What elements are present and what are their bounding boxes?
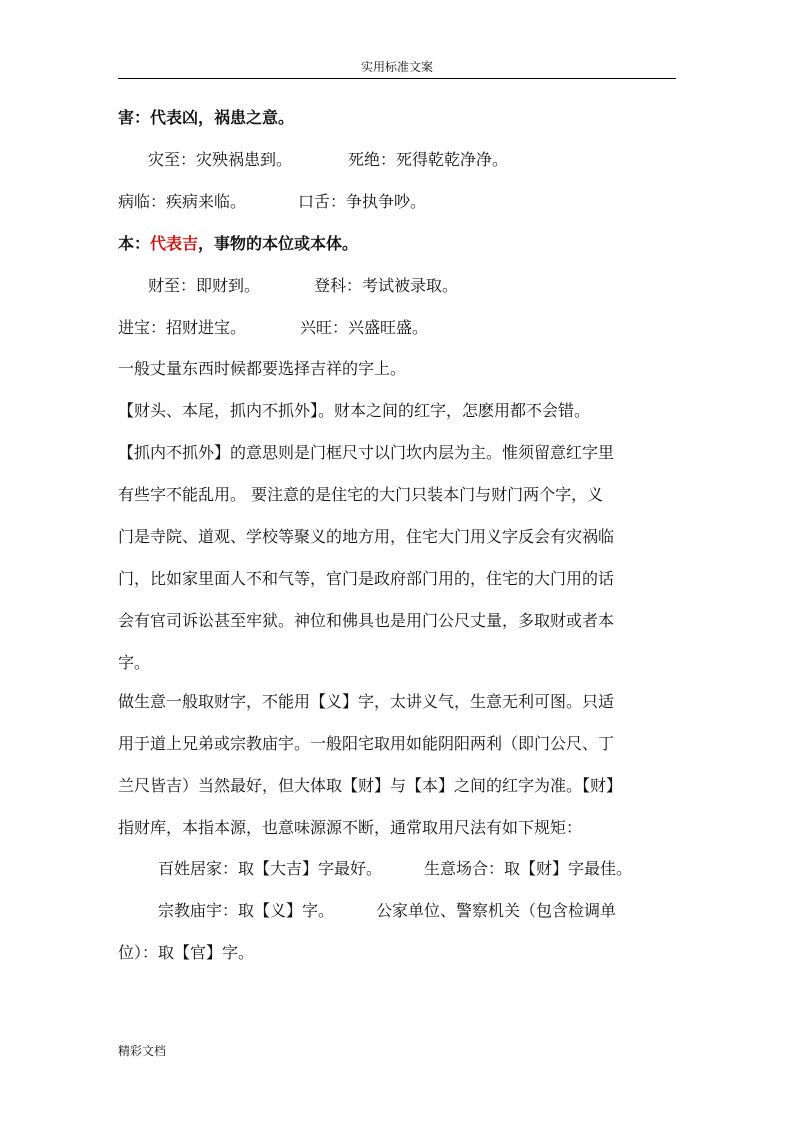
body-line-3: 【抓内不抓外】的意思则是门框尺寸以门坎内层为主。惟须留意红字里	[118, 443, 615, 462]
ben-dengke: 登科：考试被录取。	[314, 276, 459, 295]
hai-row-1	[148, 150, 508, 170]
ben-desc-rest: ，事物的本位或本体。	[198, 234, 359, 253]
body-line-11: 兰尺皆吉）当然最好，但大体取【财】与【本】之间的红字为准。【财】	[118, 776, 623, 795]
body-line-6: 门，比如家里面人不和气等，官门是政府部门用的，住宅的大门用的话	[118, 569, 615, 588]
body-line-7: 会有官司诉讼甚至牢狱。神位和佛具也是用门公尺丈量，多取财或者本	[118, 611, 615, 630]
ben-label: 本：	[118, 234, 151, 253]
hai-koushe: 口舌：争执争吵。	[298, 192, 427, 211]
body-line-9: 做生意一般取财字，不能用【义】字，太讲义气，生意无利可图。只适	[118, 692, 615, 711]
rule-row-1	[158, 859, 632, 879]
hai-zaizhi: 灾至：灾殃祸患到。	[148, 150, 293, 169]
hai-heading	[118, 108, 294, 128]
body-line-2: 【财头、本尾，抓内不抓外】。财本之间的红字，怎麽用都不会错。	[118, 401, 591, 420]
body-line-5: 门是寺院、道观、学校等聚义的地方用，住宅大门用义字反会有灾祸临	[118, 527, 615, 546]
hai-row-2	[118, 192, 426, 212]
body-line-4: 有些字不能乱用。 要注意的是住宅的大门只装本门与财门两个字，义	[118, 485, 604, 504]
ben-desc-red: 代表吉	[150, 234, 199, 253]
rule-zongjiao: 宗教庙宇：取【义】字。	[158, 901, 335, 920]
rule-shengyi: 生意场合：取【财】字最佳。	[424, 859, 633, 878]
hai-binglin: 病临：疾病来临。	[118, 192, 247, 211]
hai-sijue: 死绝：死得乾乾净净。	[348, 150, 509, 169]
rule-row-2	[158, 901, 616, 921]
page-header: 实用标准文案	[118, 58, 676, 79]
ben-caizhi: 财至：即财到。	[148, 276, 261, 295]
ben-heading	[118, 234, 358, 254]
body-line-1: 一般丈量东西时候都要选择吉祥的字上。	[118, 359, 407, 378]
body-line-8: 字。	[118, 653, 151, 672]
ben-jinbao: 进宝：招财进宝。	[118, 318, 247, 337]
ben-row-1	[148, 276, 458, 296]
body-line-10: 用于道上兄弟或宗教庙宇。一般阳宅取用如能阴阳两利（即门公尺、丁	[118, 734, 615, 753]
ben-row-2	[118, 318, 428, 338]
page-footer: 精彩文档	[118, 1044, 167, 1058]
ben-xingwang: 兴旺：兴盛旺盛。	[300, 318, 429, 337]
rule-gongjia: 公家单位、警察机关（包含检调单	[376, 901, 617, 920]
rule-row-3: 位）：取【官】字。	[118, 943, 255, 962]
hai-desc: 代表凶，祸患之意。	[150, 108, 295, 127]
hai-label: 害：	[118, 108, 151, 127]
rule-baixing: 百姓居家：取【大吉】字最好。	[158, 859, 383, 878]
body-line-12: 指财库，本指本源，也意味源源不断，通常取用尺法有如下规矩：	[118, 818, 583, 837]
